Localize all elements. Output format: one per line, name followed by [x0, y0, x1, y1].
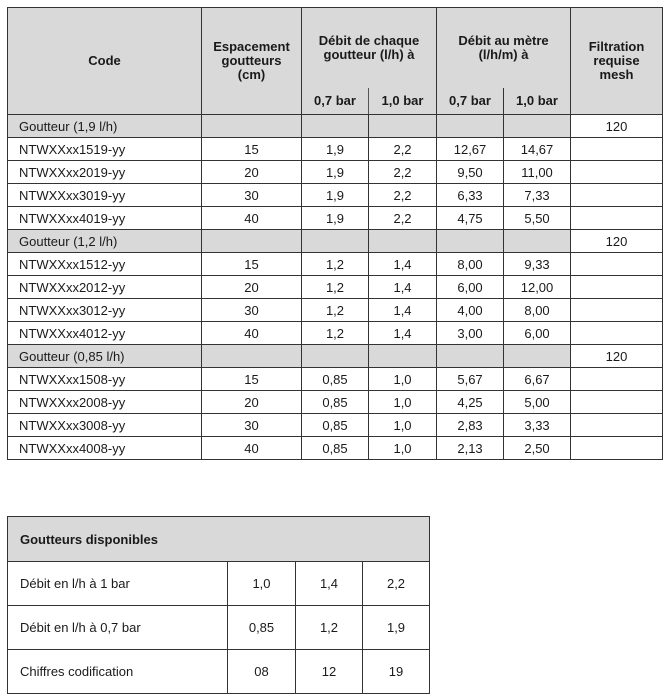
cell-value: 2,2: [363, 562, 430, 606]
cell-code: NTWXXxx2019-yy: [8, 161, 202, 184]
cell-code: NTWXXxx3008-yy: [8, 414, 202, 437]
table-row: [8, 414, 663, 437]
cell-meter-07: 4,00: [437, 299, 504, 322]
cell-meter-07: 2,83: [437, 414, 504, 437]
cell-flow-10: 1,0: [369, 414, 437, 437]
header-flow-each-10bar: 1,0 bar: [369, 88, 437, 115]
cell-flow-10: 2,2: [369, 138, 437, 161]
cell-meter-10: 12,00: [504, 276, 571, 299]
cell-meter-07: 9,50: [437, 161, 504, 184]
cell-flow-10: 1,0: [369, 368, 437, 391]
cell-code: NTWXXxx3012-yy: [8, 299, 202, 322]
cell-meter-07: 6,00: [437, 276, 504, 299]
cell-meter-10: 6,00: [504, 322, 571, 345]
cell-flow-07: 0,85: [302, 391, 369, 414]
cell-flow-10: 1,4: [369, 253, 437, 276]
cell-meter-10: 8,00: [504, 299, 571, 322]
group-row: [8, 345, 663, 368]
cell-meter-07: 8,00: [437, 253, 504, 276]
cell-meter-07: 4,75: [437, 207, 504, 230]
cell-spacing: 40: [202, 322, 302, 345]
cell-flow-07: 0,85: [302, 437, 369, 460]
table-row: [8, 562, 430, 606]
cell-flow-10: 1,4: [369, 299, 437, 322]
cell-flow-10: 1,4: [369, 322, 437, 345]
cell-filtration: [571, 299, 663, 322]
cell-flow-10: 1,4: [369, 276, 437, 299]
cell-flow-07: 1,2: [302, 299, 369, 322]
table-row: [8, 253, 663, 276]
table-row: [8, 138, 663, 161]
header-flow-meter: Débit au mètre (l/h/m) à: [437, 8, 571, 88]
emitter-specs-table: [7, 7, 663, 460]
cell-value: 1,0: [228, 562, 296, 606]
cell-code: NTWXXxx1508-yy: [8, 368, 202, 391]
cell-filtration: [571, 368, 663, 391]
header-code: Code: [8, 8, 202, 115]
group-name: Goutteur (1,2 l/h): [8, 230, 202, 253]
cell-value: 19: [363, 650, 430, 694]
cell-spacing: 40: [202, 437, 302, 460]
table-row: [8, 368, 663, 391]
cell-meter-10: 11,00: [504, 161, 571, 184]
table-row: [8, 299, 663, 322]
cell-filtration: [571, 253, 663, 276]
cell-meter-10: 3,33: [504, 414, 571, 437]
cell-code: NTWXXxx1512-yy: [8, 253, 202, 276]
table-row: [8, 391, 663, 414]
cell-spacing: 30: [202, 414, 302, 437]
header-filtration: Filtration requise mesh: [571, 8, 663, 115]
cell-meter-10: 5,50: [504, 207, 571, 230]
cell-meter-07: 5,67: [437, 368, 504, 391]
cell-filtration: [571, 391, 663, 414]
available-emitters-title: Goutteurs disponibles: [8, 517, 430, 562]
cell-meter-10: 5,00: [504, 391, 571, 414]
cell-meter-10: 9,33: [504, 253, 571, 276]
cell-value: 12: [296, 650, 363, 694]
group-name: Goutteur (1,9 l/h): [8, 115, 202, 138]
cell-code: NTWXXxx4012-yy: [8, 322, 202, 345]
cell-value: 1,2: [296, 606, 363, 650]
cell-value: 08: [228, 650, 296, 694]
cell-filtration: [571, 276, 663, 299]
table-row: [8, 207, 663, 230]
cell-value: 0,85: [228, 606, 296, 650]
group-filtration: 120: [571, 230, 663, 253]
cell-code: NTWXXxx4008-yy: [8, 437, 202, 460]
cell-filtration: [571, 207, 663, 230]
group-name: Goutteur (0,85 l/h): [8, 345, 202, 368]
cell-flow-10: 1,0: [369, 437, 437, 460]
cell-code: NTWXXxx1519-yy: [8, 138, 202, 161]
group-row: [8, 115, 663, 138]
cell-filtration: [571, 184, 663, 207]
cell-spacing: 15: [202, 368, 302, 391]
table-row: [8, 606, 430, 650]
header-flow-each-07bar: 0,7 bar: [302, 88, 369, 115]
cell-code: NTWXXxx4019-yy: [8, 207, 202, 230]
row-label: Débit en l/h à 0,7 bar: [8, 606, 228, 650]
cell-filtration: [571, 322, 663, 345]
cell-flow-10: 2,2: [369, 184, 437, 207]
table-row: [8, 437, 663, 460]
table-row: [8, 650, 430, 694]
cell-meter-07: 2,13: [437, 437, 504, 460]
cell-flow-07: 1,9: [302, 161, 369, 184]
row-label: Débit en l/h à 1 bar: [8, 562, 228, 606]
cell-spacing: 20: [202, 161, 302, 184]
cell-flow-07: 1,2: [302, 253, 369, 276]
cell-code: NTWXXxx2012-yy: [8, 276, 202, 299]
cell-flow-10: 2,2: [369, 207, 437, 230]
cell-spacing: 40: [202, 207, 302, 230]
header-flow-meter-07bar: 0,7 bar: [437, 88, 504, 115]
cell-filtration: [571, 161, 663, 184]
cell-meter-07: 4,25: [437, 391, 504, 414]
table-row: [8, 276, 663, 299]
cell-spacing: 15: [202, 138, 302, 161]
cell-spacing: 20: [202, 391, 302, 414]
cell-meter-10: 6,67: [504, 368, 571, 391]
cell-meter-10: 14,67: [504, 138, 571, 161]
cell-spacing: 30: [202, 299, 302, 322]
cell-meter-07: 6,33: [437, 184, 504, 207]
cell-spacing: 30: [202, 184, 302, 207]
cell-meter-07: 12,67: [437, 138, 504, 161]
group-filtration: 120: [571, 345, 663, 368]
header-flow-each: Débit de chaque goutteur (l/h) à: [302, 8, 437, 88]
cell-value: 1,4: [296, 562, 363, 606]
emitter-specs-body: [8, 115, 663, 460]
available-emitters-table: [7, 516, 430, 694]
table-row: [8, 161, 663, 184]
cell-flow-10: 2,2: [369, 161, 437, 184]
cell-flow-07: 1,2: [302, 322, 369, 345]
row-label: Chiffres codification: [8, 650, 228, 694]
header-flow-meter-10bar: 1,0 bar: [504, 88, 571, 115]
cell-flow-10: 1,0: [369, 391, 437, 414]
cell-value: 1,9: [363, 606, 430, 650]
cell-code: NTWXXxx2008-yy: [8, 391, 202, 414]
cell-spacing: 20: [202, 276, 302, 299]
cell-meter-10: 7,33: [504, 184, 571, 207]
cell-meter-10: 2,50: [504, 437, 571, 460]
cell-filtration: [571, 437, 663, 460]
table-row: [8, 322, 663, 345]
cell-code: NTWXXxx3019-yy: [8, 184, 202, 207]
cell-flow-07: 0,85: [302, 368, 369, 391]
cell-filtration: [571, 138, 663, 161]
cell-meter-07: 3,00: [437, 322, 504, 345]
cell-flow-07: 1,9: [302, 138, 369, 161]
cell-spacing: 15: [202, 253, 302, 276]
header-spacing: Espacement goutteurs (cm): [202, 8, 302, 115]
group-row: [8, 230, 663, 253]
group-filtration: 120: [571, 115, 663, 138]
cell-flow-07: 1,9: [302, 207, 369, 230]
cell-flow-07: 0,85: [302, 414, 369, 437]
cell-flow-07: 1,9: [302, 184, 369, 207]
cell-flow-07: 1,2: [302, 276, 369, 299]
cell-filtration: [571, 414, 663, 437]
table-row: [8, 184, 663, 207]
